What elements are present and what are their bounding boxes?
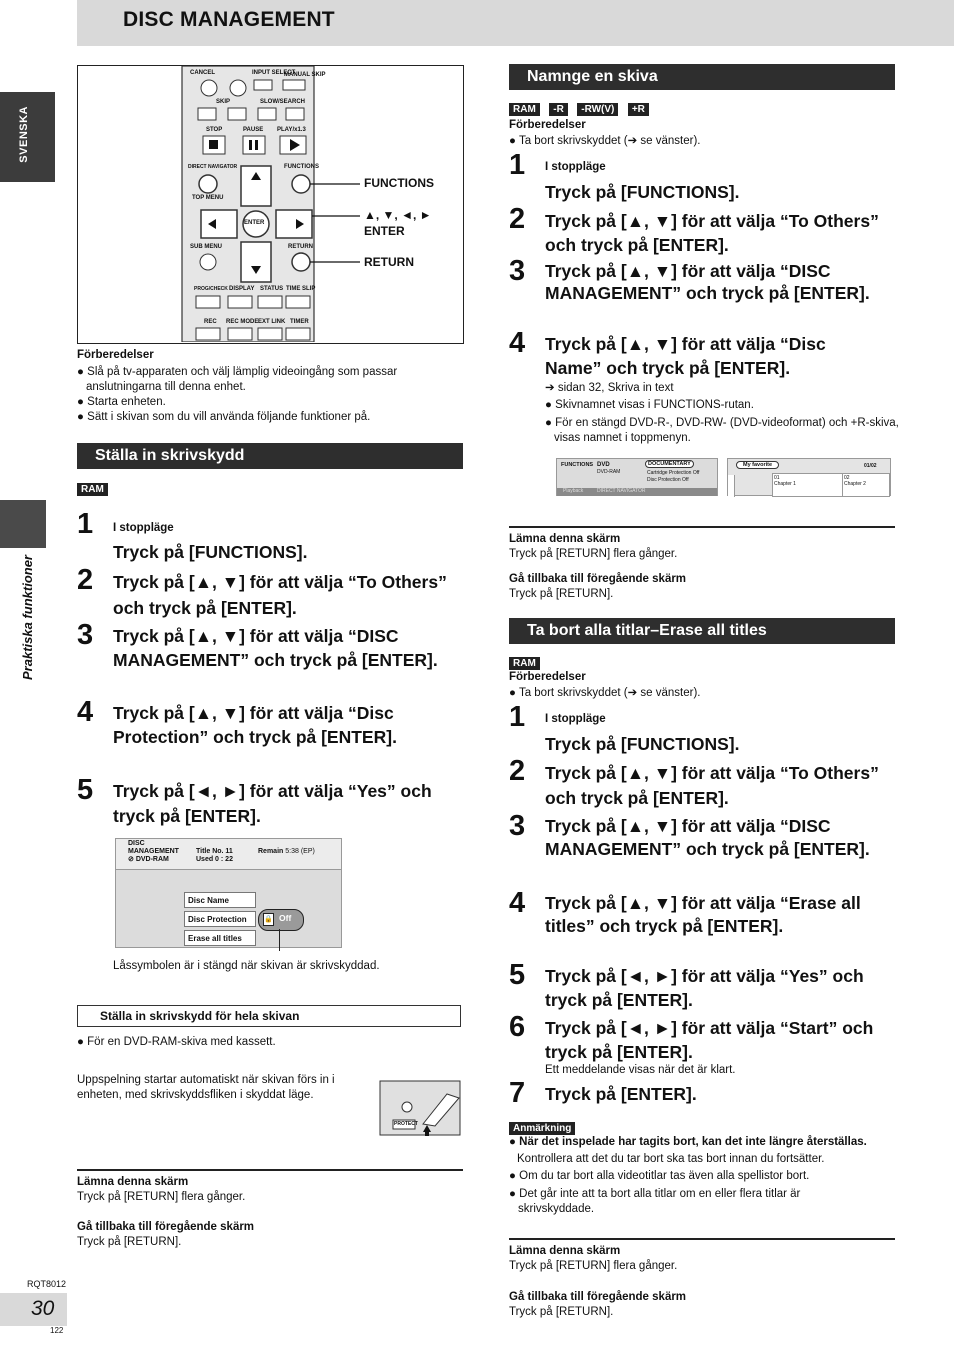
step-number: 5 xyxy=(509,959,526,991)
prep-item: ● Ta bort skrivskyddet (➔ se vänster). xyxy=(509,135,701,147)
functions-screen-dvd: DVD xyxy=(597,462,610,468)
left-prep-item: ● Slå på tv-apparaten och välj lämplig videoingång som passar anslutningarna till denna enhet. xyxy=(77,366,398,393)
note-badge-wrap xyxy=(509,1118,580,1136)
chapter-1-name: Chapter 1 xyxy=(774,481,796,487)
functions-screen-line1: Cartridge Protection Off xyxy=(647,470,700,476)
step-number: 4 xyxy=(509,887,526,919)
step-text: Tryck på [◄, ►] för att välja “Start” och tryck på [ENTER]. xyxy=(545,1018,874,1062)
functions-screen-nav: DIRECT NAVIGATOR xyxy=(597,488,646,494)
remote-functions-label: FUNCTIONS xyxy=(284,164,319,170)
lock-caption: Låssymbolen är i stängd när skivan är skrivskyddad. xyxy=(113,960,380,972)
step-text: Tryck på [◄, ►] för att välja “Yes” och tryck på [ENTER]. xyxy=(113,781,432,826)
whole-disc-protect-box: Ställa in skrivskydd för hela skivan xyxy=(77,1005,461,1027)
format-badge: -R xyxy=(549,103,568,116)
step-text: Tryck på [▲, ▼] för att välja “DISC MANAGEMENT” och tryck på [ENTER]. xyxy=(545,261,870,303)
exit-text: Tryck på [RETURN] flera gånger. xyxy=(509,548,678,560)
back-title: Gå tillbaka till föregående skärm xyxy=(77,1221,255,1233)
remote-rec-label: REC xyxy=(204,319,217,325)
remote-rec-mode-label: REC MODE xyxy=(226,319,259,325)
step-text: Tryck på [FUNCTIONS]. xyxy=(113,542,308,562)
step-number: 1 xyxy=(509,149,526,181)
callout-functions: FUNCTIONS xyxy=(364,176,434,190)
exit-title: Lämna denna skärm xyxy=(77,1176,189,1188)
format-badge: -RW(V) xyxy=(577,103,618,116)
step-number: 2 xyxy=(509,203,526,235)
back-title: Gå tillbaka till föregående skärm xyxy=(509,573,687,585)
language-tab xyxy=(0,92,55,182)
step-text: Tryck på [FUNCTIONS]. xyxy=(545,734,740,754)
screen-heading: DISC MANAGEMENT ⊘ DVD-RAM xyxy=(128,840,179,863)
step-condition: I stoppläge xyxy=(113,522,174,534)
lock-icon: 🔒 xyxy=(263,913,274,926)
step-text: Tryck på [ENTER]. xyxy=(545,1084,697,1104)
divider xyxy=(509,1238,895,1240)
callout-arrows: ▲, ▼, ◄, ► xyxy=(364,208,432,222)
step-note: ➔ sidan 32, Skriva in text xyxy=(545,382,674,394)
left-prep-item: ● Starta enheten. xyxy=(77,396,166,408)
remote-manual-skip-label: MANUAL SKIP xyxy=(284,72,326,78)
step-text: Tryck på [▲, ▼] för att välja “To Others” och tryck på [ENTER]. xyxy=(545,211,879,255)
exit-title: Lämna denna skärm xyxy=(509,1245,621,1257)
remote-return-label: RETURN xyxy=(288,244,313,250)
prep-title: Förberedelser xyxy=(509,119,586,131)
cancel-button-shape xyxy=(201,80,217,96)
prep-title: Förberedelser xyxy=(509,671,586,683)
screen-menu-disc-protection: Disc Protection xyxy=(184,911,256,927)
step-text: Tryck på [▲, ▼] för att välja “DISC MANAGEMENT” och tryck på [ENTER]. xyxy=(113,626,438,670)
step-number: 3 xyxy=(509,810,526,842)
section-disc-name-title: Namnge en skiva xyxy=(509,64,895,90)
screen-remain: Remain 5:38 (EP) xyxy=(258,848,315,855)
functions-screen xyxy=(556,458,718,496)
top-menu-title: My favorite xyxy=(736,461,779,469)
step-number: 3 xyxy=(77,619,94,651)
step-number: 5 xyxy=(77,774,94,806)
step-note: ● För en stängd DVD-R-, DVD-RW- (DVD-videoformat) och +R-skiva, visas namnet i toppmenyn. xyxy=(545,417,899,444)
cassette-illustration xyxy=(379,1080,461,1136)
zero-button-shape xyxy=(230,80,246,96)
caption-pointer xyxy=(279,929,280,951)
remote-enter-label: ENTER xyxy=(244,220,265,226)
top-menu-screen xyxy=(727,458,891,496)
step-text: Tryck på [▲, ▼] för att välja “Disc Protection” och tryck på [ENTER]. xyxy=(113,703,397,747)
step-note: Ett meddelande visas när det är klart. xyxy=(545,1064,736,1076)
auto-play-text: Uppspelning startar automatiskt när skivan förs in i enheten, med skrivskyddsfliken i skyddat läge. xyxy=(77,1074,335,1101)
chapter-1-number: 01 xyxy=(774,475,780,481)
step-number: 3 xyxy=(509,255,526,287)
remote-skip-label: SKIP xyxy=(216,99,231,105)
page-title: DISC MANAGEMENT xyxy=(123,8,335,31)
note-item: ● Det går inte att ta bort alla titlar om en eller flera titlar är skrivskyddade. xyxy=(509,1188,801,1215)
format-badge: RAM xyxy=(509,657,540,670)
step-number: 6 xyxy=(509,1011,526,1043)
page-number-box xyxy=(0,1293,67,1326)
remote-timer-label: TIMER xyxy=(290,319,309,325)
language-tab-label: SVENSKA xyxy=(18,106,30,163)
top-menu-page: 01/02 xyxy=(864,463,877,469)
screen-menu-erase-all: Erase all titles xyxy=(184,930,256,946)
step-number: 1 xyxy=(77,508,94,540)
remote-prog-check-label: PROG/CHECK xyxy=(194,286,228,292)
input-select-shape xyxy=(254,80,272,90)
left-badges xyxy=(77,479,113,497)
left-prep-list xyxy=(77,365,457,425)
remote-direct-navigator-label: DIRECT NAVIGATOR xyxy=(188,164,238,170)
right-top-badges xyxy=(509,99,654,117)
exit-text: Tryck på [RETURN] flera gånger. xyxy=(509,1260,678,1272)
page-number: 30 xyxy=(31,1297,55,1320)
step-number: 4 xyxy=(77,696,94,728)
step-text: Tryck på [▲, ▼] för att välja “Disc Name” och tryck på [ENTER]. xyxy=(545,334,826,378)
remote-illustration xyxy=(77,65,464,344)
note-badge: Anmärkning xyxy=(509,1122,575,1135)
remote-play-label: PLAY/x1.3 xyxy=(277,127,306,133)
doc-code: RQT8012 xyxy=(27,1279,67,1289)
remote-input-select-label: INPUT SELECT xyxy=(252,70,296,76)
functions-screen-disc-name: DOCUMENTARY xyxy=(645,460,694,468)
format-badge: +R xyxy=(628,103,649,116)
remote-ext-link-label: EXT LINK xyxy=(258,319,286,325)
page-sub-number: 122 xyxy=(50,1326,64,1335)
functions-screen-playback: Playback xyxy=(563,488,584,494)
note-item-cont: Kontrollera att det du tar bort ska tas bort innan du fortsätter. xyxy=(517,1153,825,1165)
remote-slow-search-label: SLOW/SEARCH xyxy=(260,99,305,105)
step-text: Tryck på [▲, ▼] för att välja “DISC MANAGEMENT” och tryck på [ENTER]. xyxy=(545,816,870,859)
exit-text: Tryck på [RETURN] flera gånger. xyxy=(77,1191,246,1203)
step-condition: I stoppläge xyxy=(545,161,606,173)
back-text: Tryck på [RETURN]. xyxy=(77,1236,182,1248)
section-write-protect-title: Ställa in skrivskydd xyxy=(77,443,463,469)
remote-top-menu-label: TOP MENU xyxy=(192,195,224,201)
remote-display-label: DISPLAY xyxy=(229,286,255,292)
screen-title-info: Title No. 11 Used 0 : 22 xyxy=(196,848,233,863)
step-text: Tryck på [◄, ►] för att välja “Yes” och tryck på [ENTER]. xyxy=(545,966,864,1010)
remote-drawing xyxy=(78,66,462,342)
back-text: Tryck på [RETURN]. xyxy=(509,588,614,600)
back-title: Gå tillbaka till föregående skärm xyxy=(509,1291,687,1303)
page-header xyxy=(77,0,954,46)
cassette-drawing xyxy=(379,1080,461,1136)
remote-pause-label: PAUSE xyxy=(243,127,264,133)
step-number: 2 xyxy=(77,564,94,596)
remote-status-label: STATUS xyxy=(260,286,284,292)
divider xyxy=(77,1169,463,1171)
top-menu-chapter-1 xyxy=(772,473,844,497)
step-note: ● Skivnamnet visas i FUNCTIONS-rutan. xyxy=(545,399,754,411)
prep-item: ● Ta bort skrivskyddet (➔ se vänster). xyxy=(509,687,701,699)
step-text: Tryck på [▲, ▼] för att välja “Erase all titles” och tryck på [ENTER]. xyxy=(545,893,861,936)
manual-skip-shape xyxy=(283,80,305,90)
remote-cancel-label: CANCEL xyxy=(190,70,215,76)
step-text: Tryck på [▲, ▼] för att välja “To Others” och tryck på [ENTER]. xyxy=(545,763,879,808)
step-text: Tryck på [▲, ▼] för att välja “To Others” och tryck på [ENTER]. xyxy=(113,572,447,618)
category-label: Praktiska funktioner xyxy=(20,555,35,680)
functions-screen-label: FUNCTIONS xyxy=(561,462,594,468)
step-condition: I stoppläge xyxy=(545,713,606,725)
chapter-2-number: 02 xyxy=(844,475,850,481)
step-number: 2 xyxy=(509,755,526,787)
remote-time-slip-label: TIME SLIP xyxy=(286,286,316,292)
exit-title: Lämna denna skärm xyxy=(509,533,621,545)
left-prep-item: ● Sätt i skivan som du vill använda följande funktioner på. xyxy=(77,411,371,423)
step-text: Tryck på [FUNCTIONS]. xyxy=(545,182,740,202)
whole-disc-note: ● För en DVD-RAM-skiva med kassett. xyxy=(77,1036,276,1048)
functions-screen-dvd-ram: DVD-RAM xyxy=(597,469,621,475)
category-marker xyxy=(0,500,46,548)
screen-off-label: Off xyxy=(279,913,292,923)
step-number: 1 xyxy=(509,701,526,733)
note-item: ● När det inspelade har tagits bort, kan det inte längre återställas. xyxy=(509,1136,867,1148)
step-number: 7 xyxy=(509,1077,526,1109)
screen-menu-disc-name: Disc Name xyxy=(184,892,256,908)
back-text: Tryck på [RETURN]. xyxy=(509,1306,614,1318)
format-badge: RAM xyxy=(77,483,108,496)
functions-screen-line2: Disc Protection Off xyxy=(647,477,689,483)
top-menu-chapter-2 xyxy=(842,473,890,497)
remote-sub-menu-label: SUB MENU xyxy=(190,244,223,250)
note-item: ● Om du tar bort alla videotitlar tas även alla spellistor bort. xyxy=(509,1170,810,1182)
disc-management-screen xyxy=(115,838,342,948)
right-bottom-badges xyxy=(509,653,545,671)
chapter-2-name: Chapter 2 xyxy=(844,481,866,487)
section-erase-all-title: Ta bort alla titlar–Erase all titles xyxy=(509,618,895,644)
callout-enter: ENTER xyxy=(364,224,405,238)
step-number: 4 xyxy=(509,327,526,359)
format-badge: RAM xyxy=(509,103,540,116)
left-prep-title: Förberedelser xyxy=(77,349,154,361)
screen-off-toggle xyxy=(258,909,304,931)
divider xyxy=(509,526,895,528)
protect-label: PROTECT xyxy=(394,1121,418,1127)
remote-stop-label: STOP xyxy=(206,127,223,133)
callout-return: RETURN xyxy=(364,255,414,269)
